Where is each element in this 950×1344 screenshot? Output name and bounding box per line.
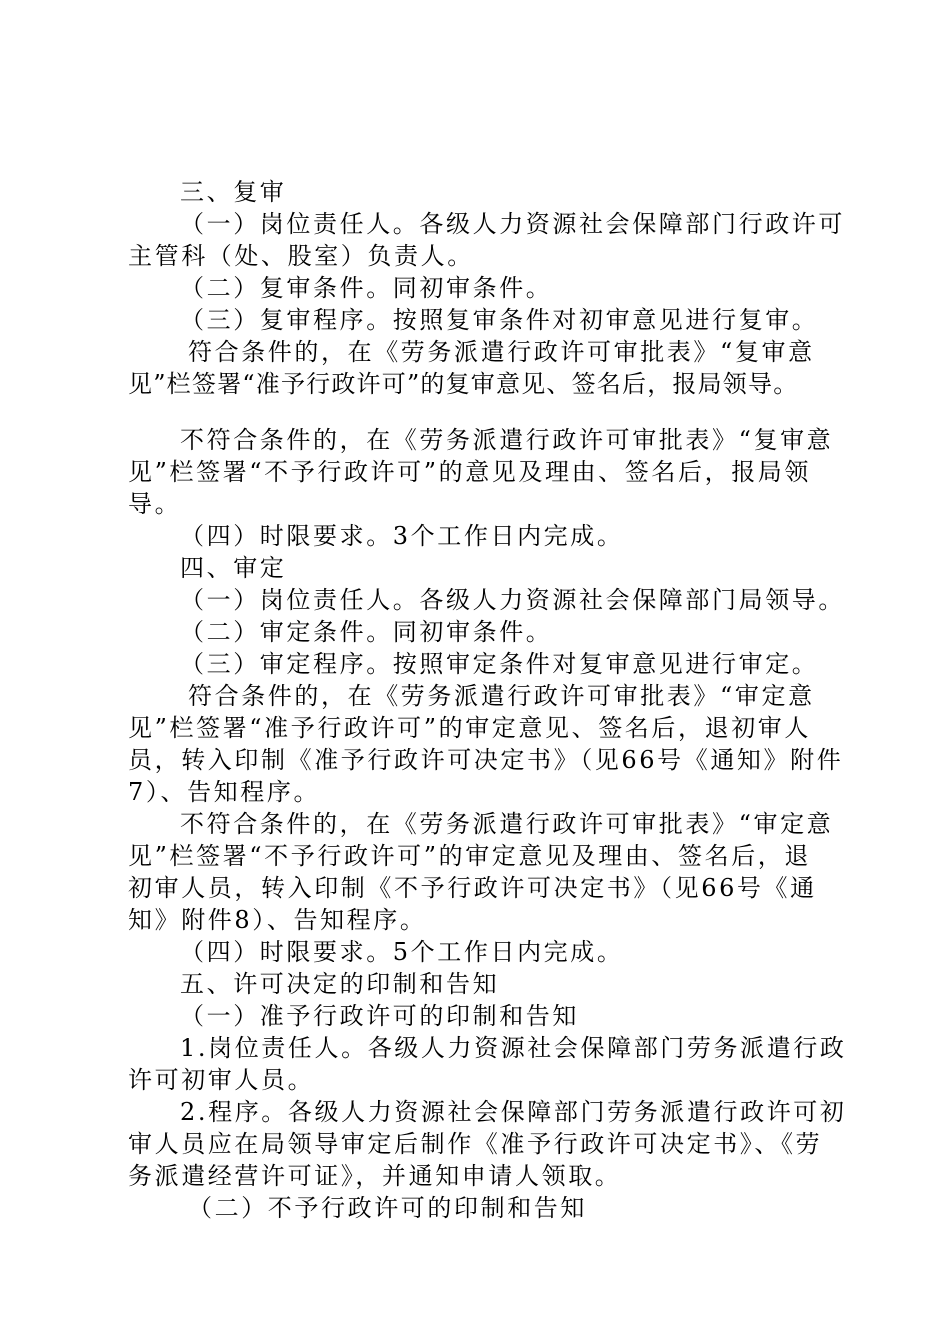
- paragraph-line: 主管科（处、股室）负责人。: [128, 242, 474, 270]
- paragraph-line: 不符合条件的，在《劳务派遣行政许可审批表》“复审意: [180, 426, 834, 454]
- paragraph-line: 见”栏签署“准予行政许可”的复审意见、签名后，报局领导。: [128, 370, 799, 398]
- paragraph-line: 7）、告知程序。: [128, 778, 321, 806]
- paragraph-line: （四）时限要求。5个工作日内完成。: [180, 938, 624, 966]
- paragraph-line: 见”栏签署“准予行政许可”的审定意见、签名后，退初审人: [128, 714, 812, 742]
- paragraph-line: 见”栏签署“不予行政许可”的意见及理由、签名后，报局领: [128, 458, 812, 486]
- paragraph-line: 员，转入印制《准予行政许可决定书》（见66号《通知》附件: [128, 746, 844, 774]
- paragraph-line: 1.岗位责任人。各级人力资源社会保障部门劳务派遣行政: [180, 1034, 847, 1062]
- paragraph-line: （二）不予行政许可的印制和告知: [188, 1194, 587, 1222]
- paragraph-line: （一）岗位责任人。各级人力资源社会保障部门行政许可: [180, 210, 845, 238]
- paragraph-line: 审人员应在局领导审定后制作《准予行政许可决定书》、《劳: [128, 1130, 823, 1158]
- paragraph-line: 符合条件的，在《劳务派遣行政许可审批表》“复审意: [188, 338, 815, 366]
- paragraph-line: （四）时限要求。3个工作日内完成。: [180, 522, 624, 550]
- paragraph-line: （三）审定程序。按照审定条件对复审意见进行审定。: [180, 650, 819, 678]
- paragraph-line: 知》附件8）、告知程序。: [128, 906, 427, 934]
- section-heading-review: 三、复审: [180, 178, 287, 206]
- paragraph-line: 符合条件的，在《劳务派遣行政许可审批表》“审定意: [188, 682, 815, 710]
- paragraph-line: 许可初审人员。: [128, 1066, 315, 1094]
- paragraph-line: （三）复审程序。按照复审条件对初审意见进行复审。: [180, 306, 819, 334]
- paragraph-line: 导。: [128, 490, 182, 518]
- paragraph-line: 2.程序。各级人力资源社会保障部门劳务派遣行政许可初: [180, 1098, 847, 1126]
- section-heading-printing: 五、许可决定的印制和告知: [180, 970, 500, 998]
- paragraph-line: 务派遣经营许可证》，并通知申请人领取。: [128, 1162, 622, 1190]
- paragraph-line: 初审人员，转入印制《不予行政许可决定书》（见66号《通: [128, 874, 817, 902]
- section-heading-decision: 四、审定: [180, 554, 287, 582]
- paragraph-line: 不符合条件的，在《劳务派遣行政许可审批表》“审定意: [180, 810, 834, 838]
- paragraph-line: （二）审定条件。同初审条件。: [180, 618, 553, 646]
- paragraph-line: （一）准予行政许可的印制和告知: [180, 1002, 579, 1030]
- paragraph-line: 见”栏签署“不予行政许可”的审定意见及理由、签名后，退: [128, 842, 812, 870]
- paragraph-line: （二）复审条件。同初审条件。: [180, 274, 553, 302]
- paragraph-line: （一）岗位责任人。各级人力资源社会保障部门局领导。: [180, 586, 845, 614]
